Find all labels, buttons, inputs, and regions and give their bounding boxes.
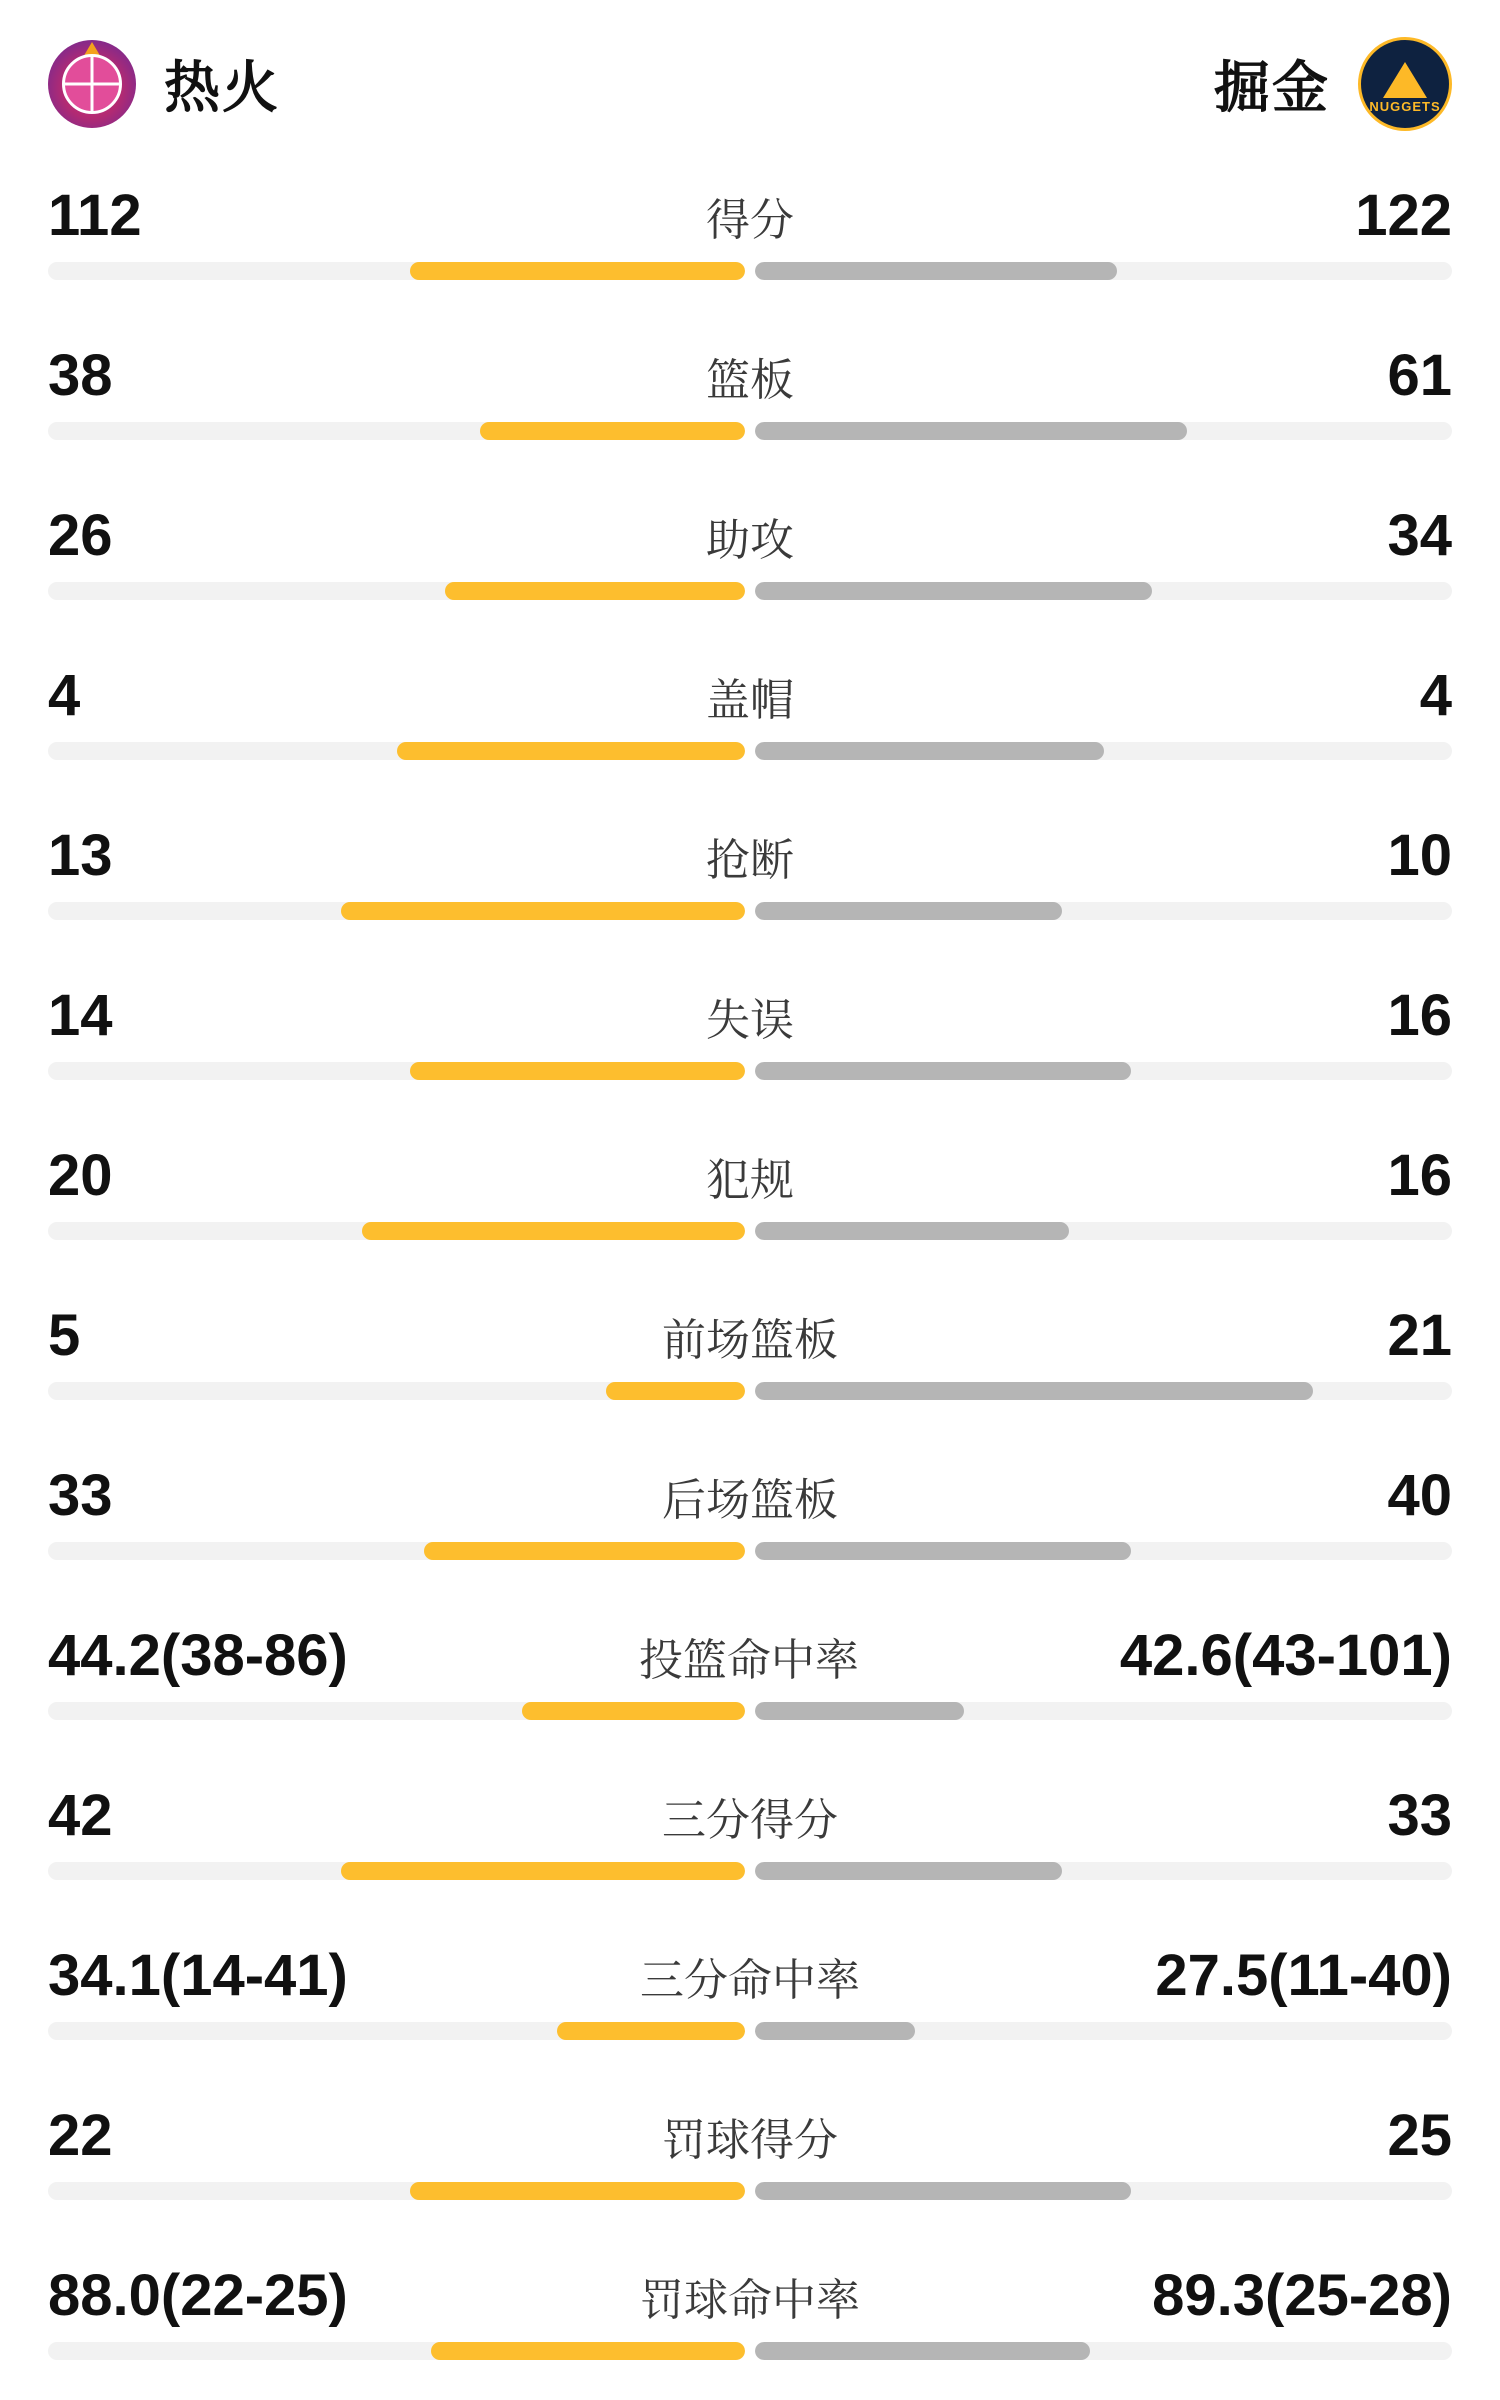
stat-bars — [48, 420, 1452, 442]
stat-label: 罚球命中率 — [640, 2276, 860, 2325]
away-bar-fill — [755, 2022, 915, 2040]
away-bar-track — [755, 422, 1452, 440]
stat-label: 后场篮板 — [662, 1476, 838, 1525]
home-stat-value: 5 — [48, 1303, 81, 1368]
away-bar-track — [755, 1222, 1452, 1240]
stat-row-values — [48, 982, 1452, 1060]
home-team — [48, 40, 280, 128]
stat-row-values — [48, 822, 1452, 900]
stat-row — [48, 328, 1452, 488]
home-bar-track — [48, 2182, 745, 2200]
stat-row-values — [48, 2102, 1452, 2180]
heat-logo-icon — [48, 40, 136, 128]
stat-row — [48, 1608, 1452, 1768]
stat-label: 罚球得分 — [662, 2116, 838, 2165]
stat-row-values — [48, 182, 1452, 260]
away-bar-track — [755, 902, 1452, 920]
away-stat-value: 89.3(25-28) — [1152, 2263, 1452, 2328]
home-bar-fill — [424, 1542, 745, 1560]
away-bar-track — [755, 1702, 1452, 1720]
home-bar-fill — [606, 1382, 745, 1400]
home-bar-fill — [431, 2342, 745, 2360]
away-bar-fill — [755, 582, 1152, 600]
stat-row — [48, 1928, 1452, 2088]
away-bar-track — [755, 2182, 1452, 2200]
stat-label: 得分 — [706, 196, 794, 245]
stat-label: 抢断 — [706, 836, 794, 885]
stat-row — [48, 1768, 1452, 1928]
away-bar-fill — [755, 1382, 1313, 1400]
away-bar-track — [755, 2342, 1452, 2360]
stat-row-values — [48, 1142, 1452, 1220]
nuggets-logo-text: NUGGETS — [1369, 99, 1441, 114]
home-bar-track — [48, 2022, 745, 2040]
stat-label: 篮板 — [706, 356, 794, 405]
stat-bars — [48, 580, 1452, 602]
stat-label: 三分得分 — [662, 1796, 838, 1845]
home-bar-track — [48, 902, 745, 920]
stat-label: 犯规 — [706, 1156, 794, 1205]
stat-label: 失误 — [706, 996, 794, 1045]
stat-bars — [48, 2020, 1452, 2042]
stat-row-values — [48, 342, 1452, 420]
home-stat-value: 88.0(22-25) — [48, 2263, 348, 2328]
home-stat-value: 112 — [48, 183, 142, 248]
away-bar-track — [755, 742, 1452, 760]
stat-bars — [48, 1220, 1452, 1242]
stat-row-values — [48, 502, 1452, 580]
home-bar-track — [48, 1862, 745, 1880]
home-stat-value: 20 — [48, 1143, 113, 1208]
stat-row — [48, 648, 1452, 808]
away-bar-fill — [755, 1862, 1062, 1880]
home-bar-track — [48, 742, 745, 760]
stat-label: 三分命中率 — [640, 1956, 860, 2005]
home-team-name: 热火 — [164, 56, 280, 119]
stat-bars — [48, 260, 1452, 282]
home-bar-fill — [410, 262, 745, 280]
stat-label: 前场篮板 — [662, 1316, 838, 1365]
away-stat-value: 21 — [1387, 1303, 1452, 1368]
home-stat-value: 14 — [48, 983, 113, 1048]
stat-row-values — [48, 662, 1452, 740]
away-bar-track — [755, 1062, 1452, 1080]
away-bar-fill — [755, 2182, 1131, 2200]
away-stat-value: 33 — [1387, 1783, 1452, 1848]
away-bar-track — [755, 2022, 1452, 2040]
stat-bars — [48, 1860, 1452, 1882]
home-bar-track — [48, 1062, 745, 1080]
home-bar-fill — [397, 742, 746, 760]
away-bar-fill — [755, 1702, 964, 1720]
stat-row-values — [48, 1302, 1452, 1380]
stats-list — [48, 168, 1452, 2400]
away-stat-value: 61 — [1387, 343, 1452, 408]
stat-row-values — [48, 2262, 1452, 2340]
pickaxe-shape — [1383, 62, 1427, 98]
away-bar-fill — [755, 262, 1117, 280]
stat-row — [48, 1128, 1452, 1288]
stat-bars — [48, 900, 1452, 922]
away-stat-value: 25 — [1387, 2103, 1452, 2168]
away-stat-value: 27.5(11-40) — [1155, 1943, 1452, 2008]
home-bar-fill — [557, 2022, 745, 2040]
header — [48, 0, 1452, 168]
stat-bars — [48, 1380, 1452, 1402]
stat-bars — [48, 1060, 1452, 1082]
home-bar-track — [48, 582, 745, 600]
away-bar-track — [755, 582, 1452, 600]
away-bar-fill — [755, 1062, 1131, 1080]
home-bar-fill — [410, 2182, 745, 2200]
away-bar-track — [755, 1542, 1452, 1560]
home-stat-value: 4 — [48, 663, 81, 728]
away-bar-track — [755, 1382, 1452, 1400]
home-stat-value: 22 — [48, 2103, 113, 2168]
home-bar-fill — [410, 1062, 745, 1080]
home-bar-fill — [480, 422, 745, 440]
away-stat-value: 40 — [1387, 1463, 1452, 1528]
home-stat-value: 26 — [48, 503, 113, 568]
nuggets-logo-icon — [1358, 37, 1452, 131]
stat-bars — [48, 740, 1452, 762]
stat-bars — [48, 1700, 1452, 1722]
home-bar-track — [48, 262, 745, 280]
stat-row — [48, 488, 1452, 648]
away-bar-fill — [755, 902, 1062, 920]
away-bar-track — [755, 1862, 1452, 1880]
away-stat-value: 122 — [1355, 183, 1452, 248]
stat-row — [48, 2248, 1452, 2400]
away-bar-fill — [755, 1542, 1131, 1560]
home-bar-fill — [341, 902, 745, 920]
stat-label: 投篮命中率 — [638, 1636, 859, 1685]
stat-label: 盖帽 — [706, 676, 794, 725]
stat-row — [48, 1448, 1452, 1608]
stat-row — [48, 808, 1452, 968]
home-stat-value: 13 — [48, 823, 113, 888]
home-bar-track — [48, 1542, 745, 1560]
home-bar-fill — [341, 1862, 745, 1880]
home-bar-fill — [522, 1702, 745, 1720]
stat-row — [48, 1288, 1452, 1448]
stat-bars — [48, 2180, 1452, 2202]
away-stat-value: 34 — [1387, 503, 1452, 568]
away-bar-fill — [755, 2342, 1090, 2360]
stat-row — [48, 2088, 1452, 2248]
stat-label: 助攻 — [706, 516, 794, 565]
stat-row-values — [48, 1462, 1452, 1540]
home-stat-value: 44.2(38-86) — [48, 1623, 348, 1688]
away-stat-value: 16 — [1387, 1143, 1452, 1208]
away-stat-value: 42.6(43-101) — [1119, 1623, 1452, 1688]
home-bar-track — [48, 1702, 745, 1720]
home-stat-value: 33 — [48, 1463, 113, 1528]
stat-row-values — [48, 1622, 1452, 1700]
stat-row — [48, 968, 1452, 1128]
away-bar-fill — [755, 422, 1187, 440]
home-stat-value: 38 — [48, 343, 113, 408]
stat-row — [48, 168, 1452, 328]
home-bar-fill — [445, 582, 745, 600]
away-team — [1214, 37, 1452, 131]
home-bar-track — [48, 1222, 745, 1240]
basketball-shape — [62, 54, 122, 114]
away-stat-value: 10 — [1387, 823, 1452, 888]
away-stat-value: 16 — [1387, 983, 1452, 1048]
stat-row-values — [48, 1942, 1452, 2020]
away-bar-track — [755, 262, 1452, 280]
home-stat-value: 42 — [48, 1783, 113, 1848]
stat-bars — [48, 1540, 1452, 1562]
home-stat-value: 34.1(14-41) — [48, 1943, 348, 2008]
home-bar-track — [48, 1382, 745, 1400]
away-stat-value: 4 — [1419, 663, 1452, 728]
away-team-name: 掘金 — [1214, 56, 1330, 119]
stat-row-values — [48, 1782, 1452, 1860]
away-bar-fill — [755, 1222, 1069, 1240]
home-bar-fill — [362, 1222, 745, 1240]
home-bar-track — [48, 422, 745, 440]
stat-bars — [48, 2340, 1452, 2362]
away-bar-fill — [755, 742, 1104, 760]
home-bar-track — [48, 2342, 745, 2360]
